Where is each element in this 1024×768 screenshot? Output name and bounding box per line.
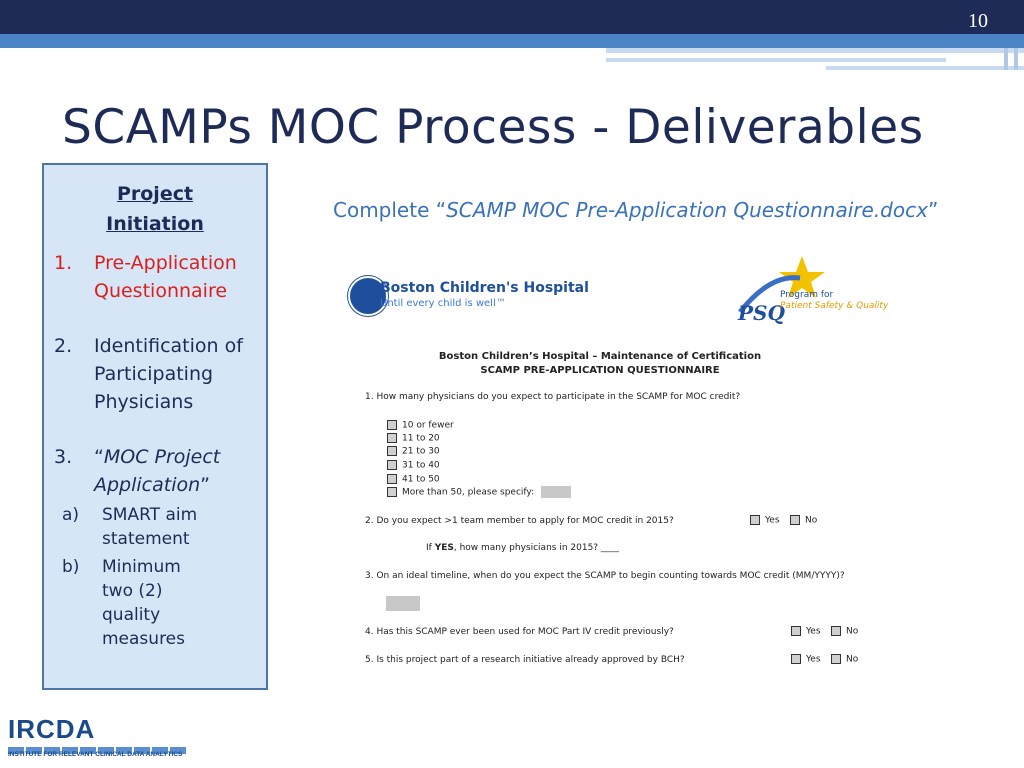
header-stripe (826, 66, 1024, 70)
checkbox[interactable] (387, 433, 397, 443)
checkbox[interactable] (831, 626, 841, 636)
q2-yes: Yes (750, 515, 780, 526)
psq-abbr: PSQ (738, 301, 785, 324)
checkbox[interactable] (831, 654, 841, 664)
q1-option: 21 to 30 (387, 446, 440, 457)
ircda-logo-bars-icon (8, 741, 190, 748)
document-title: Boston Children’s Hospital – Maintenance of Certification SCAMP PRE-APPLICATION QUESTIONNAIRE (438, 351, 762, 376)
bch-name: Boston Children's Hospital (380, 280, 589, 296)
q2-followup: If YES, how many physicians in 2015? ____ (426, 543, 619, 553)
header-stripe (606, 58, 946, 62)
q2-no: No (790, 515, 817, 526)
subitem-b: b) Minimum two (2) quality measures (62, 557, 185, 649)
checkbox[interactable] (790, 515, 800, 525)
checkbox[interactable] (387, 474, 397, 484)
questionnaire-document (340, 240, 960, 680)
checkbox[interactable] (387, 487, 397, 497)
subitem-a: a) SMART aim statement (62, 505, 198, 549)
q1-option: 31 to 40 (387, 460, 440, 471)
checkbox[interactable] (750, 515, 760, 525)
question-4: 4. Has this SCAMP ever been used for MOC Part IV credit previously? (365, 627, 674, 637)
question-3: 3. On an ideal timeline, when do you expect the SCAMP to begin counting towards MOC credit (MM/YYYY)? (365, 571, 845, 581)
specify-field[interactable] (541, 486, 571, 498)
timeline-field[interactable] (386, 596, 420, 611)
deliverable-2: 2. Identification of Participating Physicians (54, 335, 243, 413)
bch-tagline: Until every child is well™ (380, 298, 506, 309)
checkbox[interactable] (791, 626, 801, 636)
q1-option: 11 to 20 (387, 433, 440, 444)
checkbox[interactable] (387, 420, 397, 430)
q5-no: No (831, 654, 858, 665)
question-5: 5. Is this project part of a research initiative already approved by BCH? (365, 655, 685, 665)
slide-title: SCAMPs MOC Process - Deliverables (62, 100, 924, 155)
checkbox[interactable] (387, 460, 397, 470)
q4-yes: Yes (791, 626, 821, 637)
checkbox[interactable] (387, 446, 397, 456)
ircda-subtitle: INSTITUTE FOR RELEVANT CLINICAL DATA ANALYTICS (8, 751, 183, 758)
header-stripe (1004, 48, 1008, 70)
q1-option: More than 50, please specify: (387, 487, 534, 498)
checkbox[interactable] (791, 654, 801, 664)
slide-number: 10 (968, 10, 988, 32)
header-stripe (606, 48, 1024, 53)
q5-yes: Yes (791, 654, 821, 665)
deliverable-3: 3. “MOC Project Application” (54, 446, 221, 496)
question-2: 2. Do you expect >1 team member to apply for MOC credit in 2015? (365, 516, 674, 526)
header-stripe (1014, 48, 1018, 70)
ircda-logo: IRCDA (8, 714, 96, 744)
q1-option: 41 to 50 (387, 474, 440, 485)
psq-program-text: Program for Patient Safety & Quality (780, 290, 889, 311)
deliverable-1: 1. Pre-Application Questionnaire (54, 252, 237, 302)
header-bar (0, 0, 1024, 34)
header-accent-bar (0, 34, 1024, 48)
psq-star-logo-icon (730, 254, 900, 324)
q4-no: No (831, 626, 858, 637)
q1-option: 10 or fewer (387, 420, 454, 431)
project-initiation-box (42, 163, 268, 690)
question-1: 1. How many physicians do you expect to participate in the SCAMP for MOC credit? (365, 392, 741, 402)
instruction-text: Complete “SCAMP MOC Pre-Application Questionnaire.docx” (333, 198, 939, 222)
box-heading: Project Initiation (106, 183, 204, 235)
